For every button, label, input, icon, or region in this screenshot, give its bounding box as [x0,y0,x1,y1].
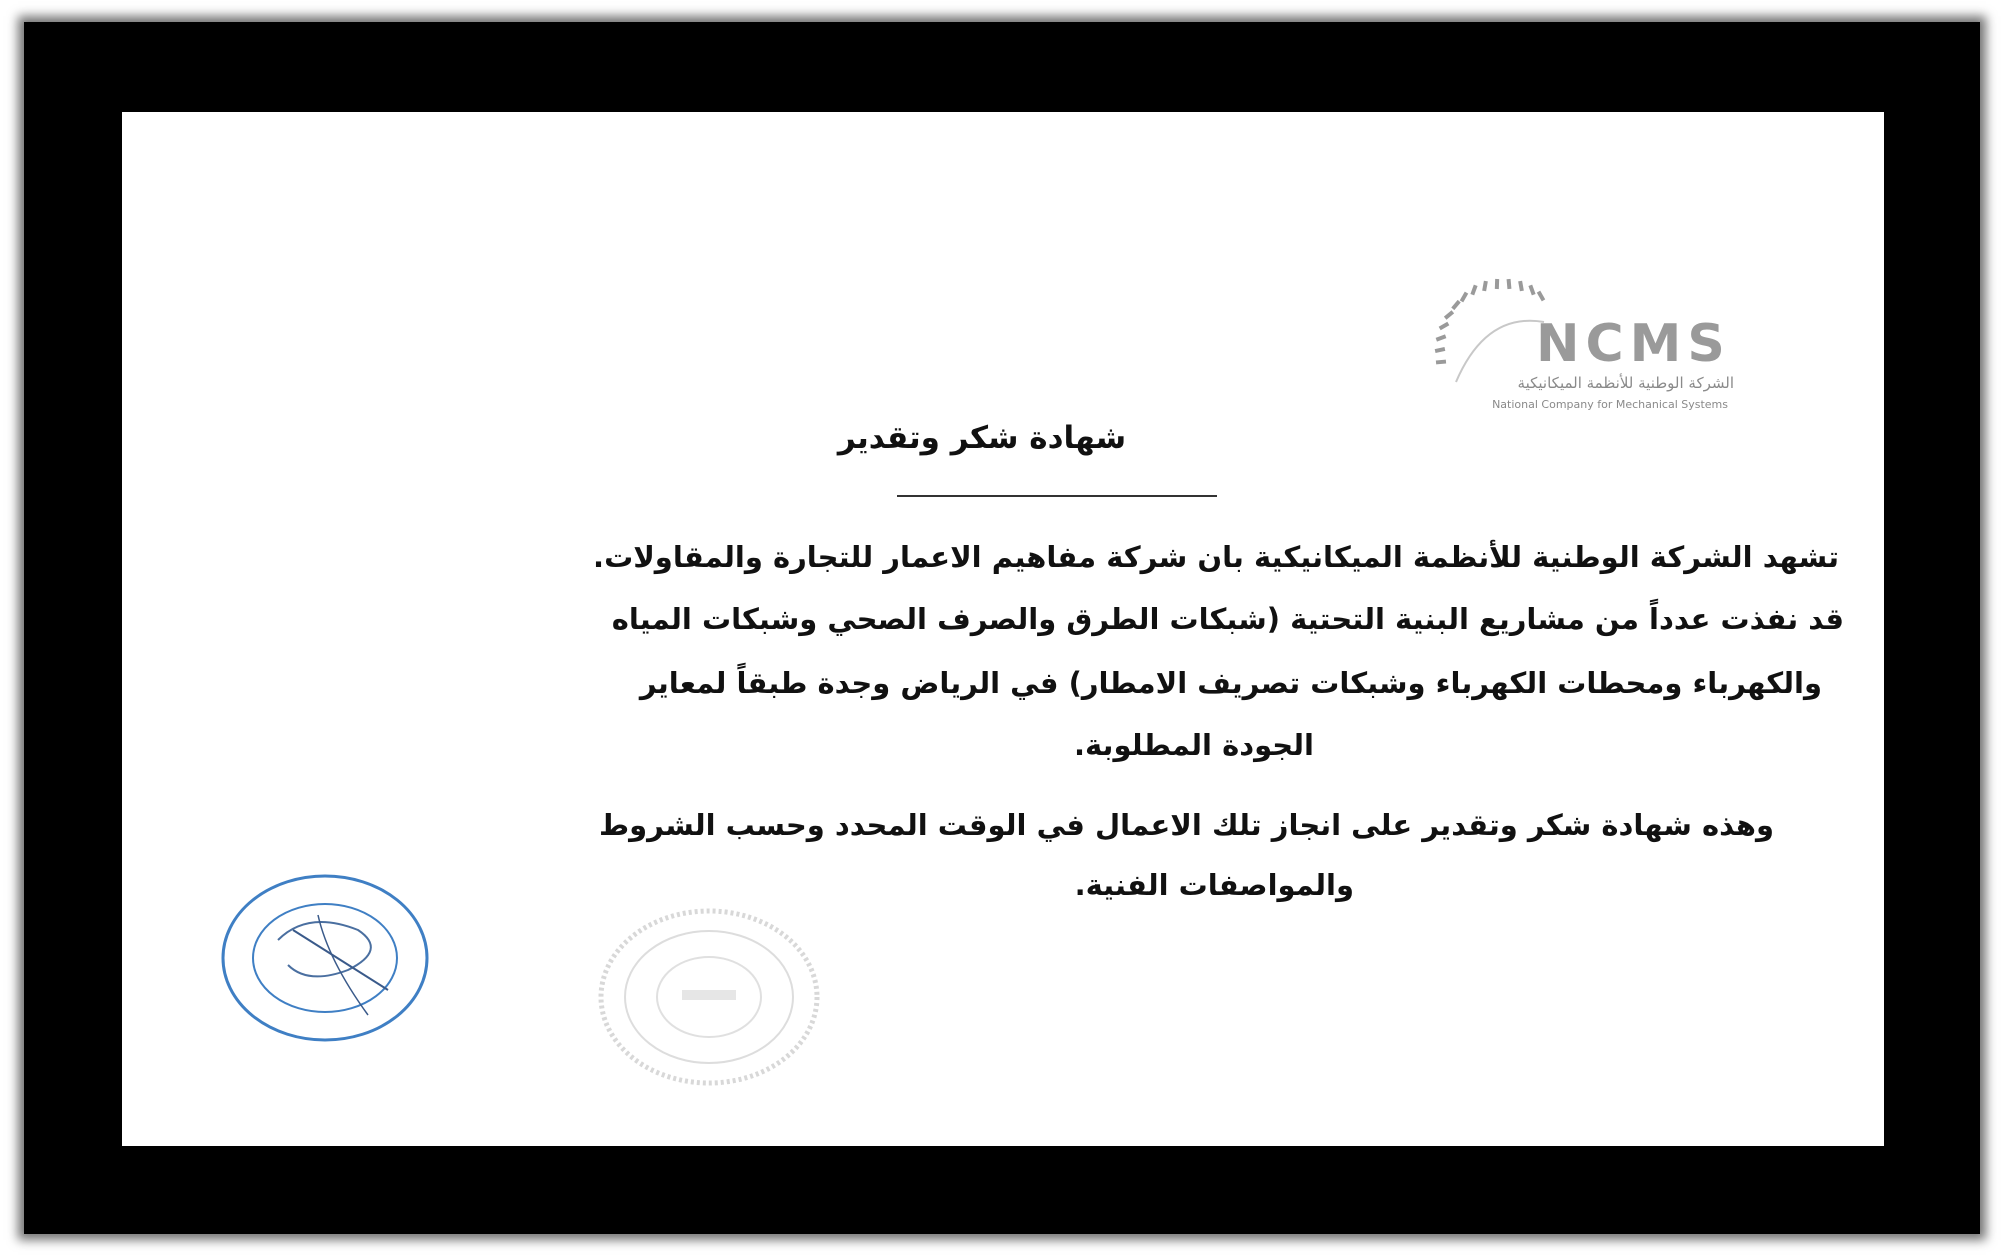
blue-company-stamp [218,870,432,1046]
body-line-1: تشهد الشركة الوطنية للأنظمة الميكانيكية بان شركة مفاهيم الاعمار للتجارة والمقاولات. [593,540,1839,574]
certificate-paper [122,112,1884,1146]
body-line-4: الجودة المطلوبة. [1073,728,1314,762]
title-underline [897,495,1217,497]
body-line-2: قد نفذت عدداً من مشاريع البنية التحتية (شبكات الطرق والصرف الصحي وشبكات المياه [611,602,1844,636]
body-line-6: والمواصفات الفنية. [1074,868,1354,902]
body-line-5: وهذه شهادة شكر وتقدير على انجاز تلك الاعمال في الوقت المحدد وحسب الشروط [599,808,1774,842]
body-line-3: والكهرباء ومحطات الكهرباء وشبكات تصريف الامطار) في الرياض وجدة طبقاً لمعاير [639,666,1822,700]
logo-acronym: NCMS [1536,314,1731,374]
faded-seal-stamp [594,904,824,1090]
company-logo [1426,272,1746,422]
logo-arabic-name: الشركة الوطنية للأنظمة الميكانيكية [1517,374,1734,392]
logo-english-name: National Company for Mechanical Systems [1492,398,1728,411]
certificate-title: شهادة شكر وتقدير [837,420,1127,456]
